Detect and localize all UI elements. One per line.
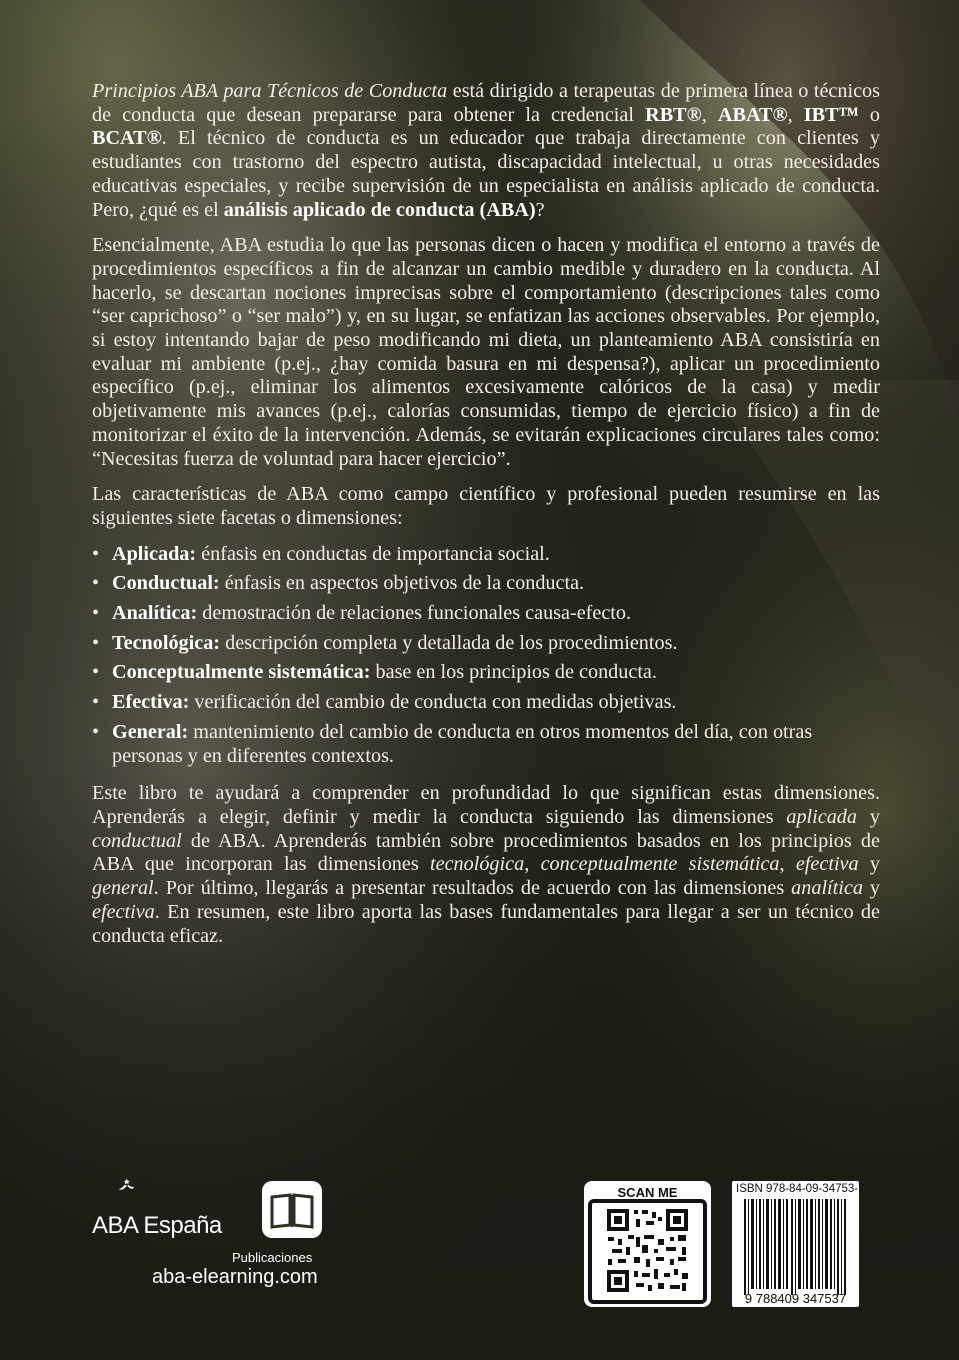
explanation-paragraph: Esencialmente, ABA estudia lo que las personas dicen o hacen y modifica el entorno a través de procedimientos específicos a fin de alcanzar un cambio medible y duradero en la conducta. Al hacerlo, se descartan nociones imprecisas sobre el comportamiento (descripciones tales como “ser caprichoso” o “ser malo”) y, en su lugar, se enfatizan las acciones observables. Por ejemplo, si estoy intentando bajar de peso modificando mi dieta, un planteamiento ABA consistiría en evaluar mi ambiente (p.ej., ¿hay comida basura en mi despensa?), aplicar un procedimiento específico (p.ej., eliminar los alimentos excesivamente calóricos de la casa) y medir objetivamente mis avances (p.ej., calorías consumidas, tiempo de ejercicio físico) a fin de monitorizar el éxito de la intervención. Además, se evitarán explicaciones circulares tales como: “Necesitas fuerza de voluntad para hacer ejercicio”.	[92, 234, 880, 470]
book-title: Principios ABA para Técnicos de Conducta	[92, 80, 448, 102]
qr-label: SCAN ME	[617, 1185, 678, 1200]
dimension-item: • General: mantenimiento del cambio de conducta en otros momentos del día, con otras personas y en diferentes contextos.	[92, 721, 880, 768]
dimension-item: • Aplicada: énfasis en conductas de importancia social.	[92, 543, 880, 567]
isbn-label: ISBN 978-84-09-34753-7	[736, 1183, 865, 1195]
publisher-website: aba-elearning.com	[152, 1266, 318, 1288]
isbn-digits: 9 788409 347537	[744, 1291, 847, 1306]
qr-code-card[interactable]	[584, 1181, 711, 1307]
publisher-brand: ABA España	[92, 1212, 222, 1239]
aba-definition-term: análisis aplicado de conducta (ABA)	[223, 198, 536, 221]
dimensions-intro: Las características de ABA como campo científico y profesional pueden resumirse en las siguientes siete facetas o dimensiones:	[92, 483, 880, 529]
star-figure-icon	[118, 1176, 188, 1216]
credential-rbt: RBT®	[645, 103, 702, 126]
qr-code-icon	[584, 1181, 711, 1307]
credential-abat: ABAT®	[717, 103, 788, 126]
barcode-icon	[732, 1181, 859, 1307]
dimension-item: • Analítica: demostración de relaciones funcionales causa-efecto.	[92, 602, 880, 626]
back-cover-text	[92, 80, 880, 960]
dimension-item: • Tecnológica: descripción completa y detallada de los procedimientos.	[92, 632, 880, 656]
dimensions-list	[92, 543, 880, 769]
closing-paragraph: Este libro te ayudará a comprender en profundidad lo que significan estas dimensiones. Aprenderás a elegir, definir y medir la conducta siguiendo las dimensiones aplicada y conductual de ABA. Aprenderás también sobre procedimientos basados en los principios de ABA que incorporan las dimensiones tecnológica, conceptualmente sistemática, efectiva y general. Por último, llegarás a presentar resultados de acuerdo con las dimensiones analítica y efectiva. En resumen, este libro aporta las bases fundamentales para llegar a ser un técnico de conducta eficaz.	[92, 782, 881, 947]
credential-ibt: IBT™	[803, 103, 859, 126]
dimension-item: • Efectiva: verificación del cambio de conducta con medidas objetivas.	[92, 691, 880, 715]
dimension-item: • Conceptualmente sistemática: base en los principios de conducta.	[92, 661, 880, 685]
intro-paragraph: Principios ABA para Técnicos de Conducta está dirigido a terapeutas de primera línea o técnicos de conducta que desean prepararse para obtener la credencial RBT®, ABAT®, IBT™ o BCAT®. El técnico de conducta es un educador que trabaja directamente con clientes y estudiantes con trastorno del espectro autista, discapacidad intelectual, u otras necesidades educativas especiales, y recibe supervisión de un especialista en análisis aplicado de conducta. Pero, ¿qué es el análisis aplicado de conducta (ABA)?	[92, 80, 881, 221]
isbn-barcode	[732, 1181, 865, 1307]
book-logo	[262, 1181, 322, 1238]
publisher-imprint: Publicaciones	[232, 1250, 313, 1265]
open-book-icon	[262, 1181, 322, 1238]
credential-bcat: BCAT®	[92, 127, 162, 150]
dimension-item: • Conductual: énfasis en aspectos objetivos de la conducta.	[92, 572, 880, 596]
